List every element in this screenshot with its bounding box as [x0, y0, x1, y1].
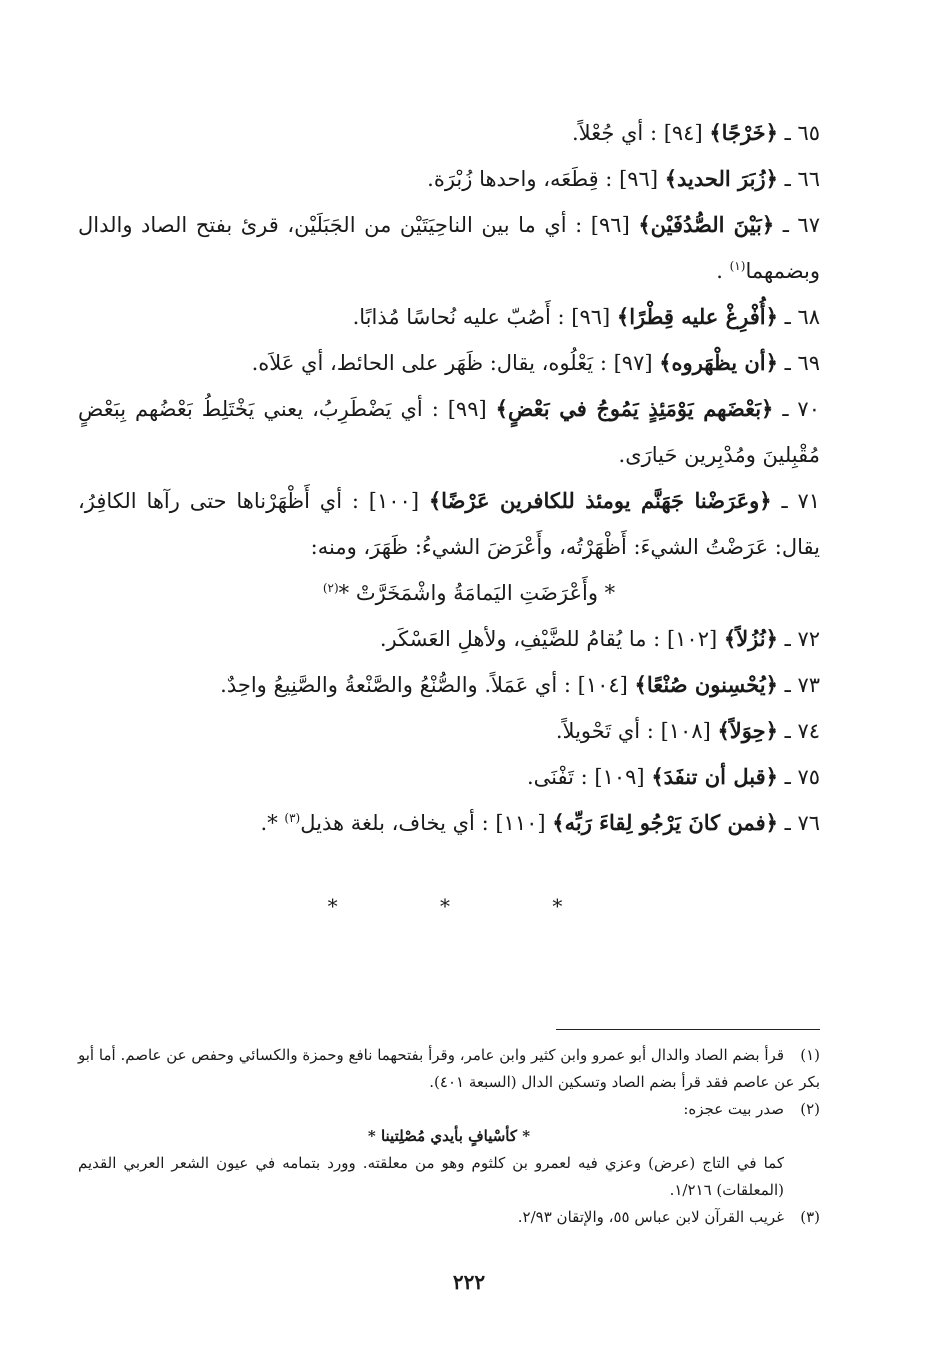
verse-ref: [١٠٠] — [368, 489, 420, 513]
verse-ref: [١١٠] — [495, 811, 546, 835]
footnote-poem: * كأسْيافٍ بأيدي مُصْلِتينا * — [367, 1127, 531, 1145]
entry-number: ٧١ ـ — [781, 489, 820, 513]
entry-number: ٧٢ ـ — [784, 627, 820, 651]
entry-71 — [78, 478, 820, 570]
entry-text: : أي تَحْويلاً. — [555, 719, 654, 743]
entry-number: ٦٧ ـ — [782, 213, 820, 237]
verse-ref: [٩٩] — [447, 397, 487, 421]
main-text — [78, 110, 820, 846]
quran-word: ﴿بَعْضَهم يَوْمَئِذٍ يَمُوجُ في بَعْضٍ﴾ — [495, 396, 774, 421]
quran-word: ﴿وعَرَضْنا جَهَنَّم يومئذ للكافرين عَرْضًا﴾ — [428, 488, 772, 513]
entry-text: : أي يَضْطَرِبُ، يعني يَخْتَلِطُ بَعْضُهم بِبَعْضٍ مُقْبِلينَ ومُدْبِرين حَيارَى. — [78, 397, 820, 467]
footnote-1 — [78, 1042, 820, 1096]
verse-ref: [١٠٩] — [594, 765, 645, 789]
footnote-marker: (٣) — [284, 811, 301, 825]
entry-70 — [78, 386, 820, 478]
entry-75 — [78, 754, 820, 800]
entry-text: : ما يُقامُ للضَّيْفِ، ولأهلِ العَسْكَر. — [379, 627, 661, 651]
entry-number: ٦٩ ـ — [784, 351, 820, 375]
entry-text: : تَفْنَى. — [526, 765, 588, 789]
quran-word: ﴿حِوَلاً﴾ — [717, 718, 778, 743]
entry-65 — [78, 110, 820, 156]
entry-66 — [78, 156, 820, 202]
verse-ref: [٩٦] — [619, 167, 659, 191]
footnote-2 — [78, 1096, 820, 1123]
footnote-marker: (٢) — [322, 581, 339, 595]
entry-76 — [78, 800, 820, 846]
entry-number: ٧٥ ـ — [784, 765, 820, 789]
entry-text: : أي أَظْهَرْناها حتى رآها الكافِرُ، يقال: عَرَضْتُ الشيءَ: أَظْهَرْتُه، وأَعْرَضَ الشيءُ: ظَهَرَ، ومنه: — [78, 489, 820, 559]
entry-text: : أي يخاف، بلغة هذيل — [300, 811, 489, 835]
entry-74 — [78, 708, 820, 754]
entry-68 — [78, 294, 820, 340]
footnote-text: غريب القرآن لابن عباس ٥٥، والإتقان ٢/٩٣. — [517, 1208, 784, 1226]
entry-number: ٦٥ ـ — [784, 121, 820, 145]
entry-number: ٧٤ ـ — [784, 719, 820, 743]
page-number: ٢٢٢ — [452, 1270, 486, 1294]
verse-ref: [٩٦] — [590, 213, 630, 237]
entry-text: : يَعْلُوه، يقال: ظَهَر على الحائط، أي عَلاَه. — [251, 351, 607, 375]
verse-ref: [٩٦] — [571, 305, 611, 329]
quran-word: ﴿يُحْسِنون صُنْعًا﴾ — [634, 672, 778, 697]
entry-67 — [78, 202, 820, 294]
entry-number: ٧٦ ـ — [784, 811, 820, 835]
entry-text: : أي ما بين الناحِيَتَيْن من الجَبَلَيْن، قرئ بفتح الصاد والدال وبضمهما — [78, 213, 820, 283]
poem-line — [78, 570, 820, 616]
verse-ref: [١٠٨] — [660, 719, 711, 743]
footnotes — [78, 1042, 820, 1231]
quran-word: ﴿خَرْجًا﴾ — [709, 120, 778, 145]
entry-text: : أي جُعْلاً. — [572, 121, 658, 145]
verse-ref: [١٠٤] — [577, 673, 628, 697]
entry-number: ٧٠ ـ — [782, 397, 820, 421]
entry-tail: . — [716, 259, 723, 283]
quran-word: ﴿بَيْنَ الصُّدُفَيْن﴾ — [638, 212, 775, 237]
entry-text: : قِطَعَه، واحدها زُبْرَة. — [427, 167, 613, 191]
poem-text: * وأَعْرَضَتِ اليَمامَةُ واشْمَخَرَّتْ * — [338, 581, 616, 605]
entry-text: : أَصُبّ عليه نُحاسًا مُذابًا. — [352, 305, 565, 329]
entry-number: ٦٦ ـ — [784, 167, 820, 191]
footnote-text: صدر بيت عجزه: — [683, 1100, 784, 1118]
quran-word: ﴿فمن كانَ يَرْجُو لِقاءَ رَبِّه﴾ — [552, 810, 778, 835]
entry-number: ٧٣ ـ — [784, 673, 820, 697]
footnote-text: قرأ بضم الصاد والدال أبو عمرو وابن كثير وابن عامر، وقرأ بفتحهما نافع وحمزة والكسائي وحفص عن عاصم. أما أبو بكر عن عاصم فقد قرأ بضم الصاد وتسكين الدال (السبعة ٤٠١). — [78, 1046, 820, 1091]
footnote-divider — [556, 1029, 820, 1030]
verse-ref: [٩٤] — [663, 121, 703, 145]
footnote-3 — [78, 1204, 820, 1231]
entry-text: : أي عَمَلاً. والصُّنْعُ والصَّنْعةُ والصَّنِيعُ واحِدٌ. — [220, 673, 571, 697]
verse-ref: [٩٧] — [613, 351, 653, 375]
entry-tail: *. — [260, 811, 278, 835]
footnote-marker: (١) — [729, 259, 746, 273]
section-separator-stars: * * * — [327, 894, 611, 918]
footnote-2-continued: كما في التاج (عرض) وعزي فيه لعمرو بن كلثوم وهو من معلقته. وورد بتمامه في عيون الشعر العربي القديم (المعلقات) ١/٢١٦. — [78, 1154, 785, 1199]
entry-73 — [78, 662, 820, 708]
quran-word: ﴿نُزُلاً﴾ — [723, 626, 778, 651]
entry-69 — [78, 340, 820, 386]
quran-word: ﴿أن يظْهَروه﴾ — [659, 350, 778, 375]
quran-word: ﴿زُبَرَ الحديد﴾ — [664, 166, 778, 191]
footnote-number: (١) — [800, 1046, 820, 1064]
quran-word: ﴿قبل أن تنفَدَ﴾ — [651, 764, 778, 789]
quran-word: ﴿أُفْرِغْ عليه قِطْرًا﴾ — [616, 304, 778, 329]
entry-number: ٦٨ ـ — [784, 305, 820, 329]
entry-72 — [78, 616, 820, 662]
verse-ref: [١٠٢] — [666, 627, 718, 651]
footnote-number: (٣) — [800, 1208, 820, 1226]
footnote-number: (٢) — [800, 1100, 820, 1118]
